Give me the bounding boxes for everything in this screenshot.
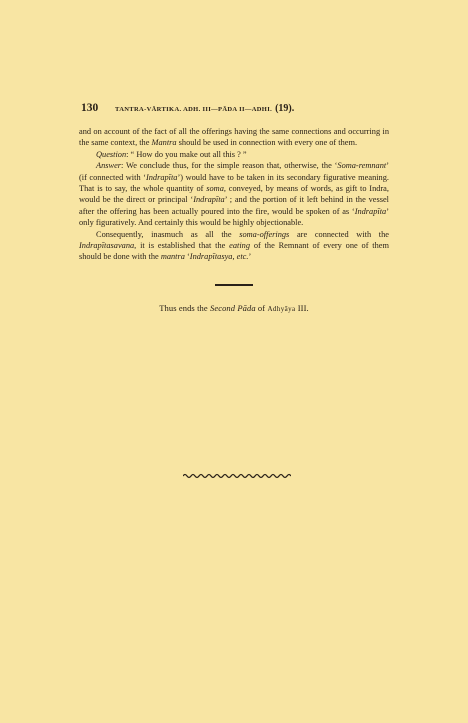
running-head bbox=[115, 103, 294, 114]
italic-span: Soma-remnant bbox=[337, 161, 387, 171]
text-span: Consequently, inasmuch as all the bbox=[96, 229, 240, 239]
colophon-adhyaya: Adhyāya bbox=[267, 304, 296, 313]
adhikarana-number: (19). bbox=[275, 103, 295, 114]
italic-span: Indrapītasavana bbox=[79, 241, 135, 251]
text-span: and on account of the fact of all the offerings having the same connections and occurring in the same context, the bbox=[79, 127, 389, 148]
text-span: of the Remnant of every one of them should be done with the bbox=[79, 241, 389, 262]
italic-span: mantra bbox=[160, 252, 185, 262]
italic-span: soma-offerings bbox=[239, 229, 290, 239]
page-number: 130 bbox=[81, 102, 99, 114]
paragraph-answer bbox=[79, 160, 389, 228]
italic-span: Indrapīta bbox=[145, 172, 178, 182]
italic-span: soma bbox=[206, 184, 224, 194]
page-content bbox=[79, 102, 389, 313]
paragraph-continuation bbox=[79, 126, 389, 149]
text-span: ’ ; and the portion of it left behind in the vessel after the offering has been actually poured into the fire, would be spoken of as ‘ bbox=[79, 195, 389, 216]
running-head-text: TANTRA-VĀRTIKA. ADH. III—PĀDA II—ADHI. bbox=[115, 106, 273, 113]
italic-span: Indrapīta bbox=[193, 195, 225, 205]
italic-span: eating bbox=[229, 241, 251, 251]
wavy-line-ornament-icon bbox=[183, 472, 291, 480]
colophon-text: Thus ends the bbox=[159, 302, 210, 313]
italic-span: Indrapītasya, etc. bbox=[189, 252, 249, 262]
italic-span: Mantra bbox=[151, 138, 177, 148]
answer-label: Answer bbox=[96, 161, 122, 171]
section-rule bbox=[215, 284, 253, 286]
colophon bbox=[79, 303, 389, 313]
text-span: ’ (if connected with ‘ bbox=[79, 161, 389, 182]
text-span: ‘ bbox=[184, 252, 190, 262]
paragraph-conclusion bbox=[79, 229, 389, 263]
text-span: , conveyed, by means of words, as gift to Indra, would be the direct or principal ‘ bbox=[79, 184, 389, 205]
page-header bbox=[79, 102, 389, 118]
text-span: ’ bbox=[248, 252, 252, 262]
question-text: : “ How do you make out all this ? ” bbox=[126, 149, 247, 159]
text-span: ’ only figuratively. And certainly this would be highly objectionable. bbox=[79, 206, 389, 228]
text-span: , it is established that the bbox=[134, 241, 230, 251]
text-span: ’) would have to be taken in its secondary figurative meaning. That is to say, the whole quantity of bbox=[79, 172, 389, 194]
colophon-text: of bbox=[255, 302, 268, 313]
paragraph-question bbox=[79, 149, 389, 160]
text-span: are connected with the bbox=[289, 229, 389, 239]
italic-span: Indrapīta bbox=[354, 206, 387, 216]
colophon-pada: Second Pāda bbox=[209, 302, 256, 313]
question-label: Question bbox=[96, 149, 127, 159]
text-span: : We conclude thus, for the simple reason that, otherwise, the ‘ bbox=[121, 161, 338, 171]
colophon-text: III. bbox=[295, 302, 309, 313]
text-span: should be used in connection with every one of them. bbox=[176, 138, 358, 148]
body-text bbox=[79, 126, 389, 263]
